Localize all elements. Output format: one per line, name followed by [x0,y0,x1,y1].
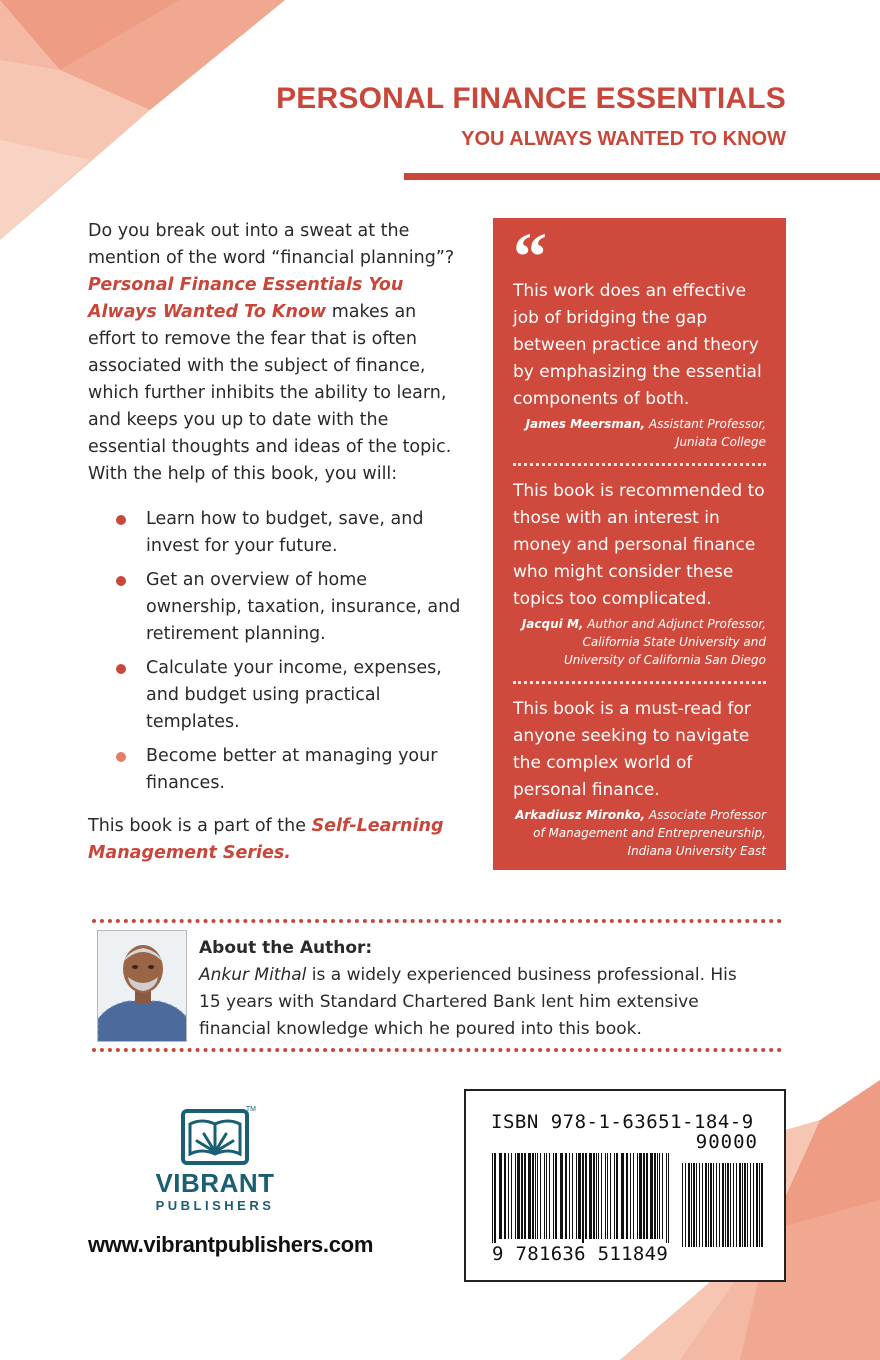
barcode-bar [511,1153,512,1239]
barcode-bar [744,1163,746,1247]
testimonial-attribution: Jacqui M, Author and Adjunct Professor, California State University and University of California San Diego [521,617,766,667]
barcode-bar [759,1163,760,1247]
barcode-bar [546,1153,547,1239]
barcode-bar [742,1163,743,1247]
author-section [199,935,759,1043]
barcode-bar [553,1153,554,1239]
series-name: Self-Learning Management Series. [88,816,444,863]
barcode-bar [593,1153,595,1239]
barcode-bar [537,1153,538,1239]
testimonial-text: This book is recommended to those with an interest in money and personal finance who might consider these topics too complicated. [513,481,765,609]
barcode-bar [616,1153,618,1239]
intro-body: makes an effort to remove the fear that is often associated with the subject of finance, which further inhibits the ability to learn, and keeps you up to date with the essential thoughts and ideas of the topic. With the help of this book, you will: [88,302,452,484]
list-item: Calculate your income, expenses, and budget using practical templates. [88,655,468,736]
barcode-bar [630,1153,631,1239]
publisher-logo [150,1108,280,1213]
barcode-bar [565,1153,567,1239]
isbn-label: ISBN 978-1-63651-184-9 [491,1111,754,1133]
barcode-bar [607,1153,608,1239]
barcode-bar [727,1163,729,1247]
bullet-dot-icon [116,664,126,674]
barcode-bar [654,1153,656,1239]
barcode-bar [756,1163,758,1247]
barcode-bar [596,1153,597,1239]
barcode-bar [716,1163,717,1247]
book-icon [180,1106,256,1166]
barcode-bar [626,1153,628,1239]
barcode-bar [504,1153,506,1239]
publisher-name: VIBRANT [155,1168,275,1198]
isbn-barcode [464,1089,786,1282]
list-item: Become better at managing your finances. [88,743,468,797]
dotted-divider-bottom [92,1048,782,1052]
dotted-divider [513,463,766,466]
author-heading: About the Author: [199,938,373,958]
testimonials-box [493,218,786,870]
barcode-bar [761,1163,763,1247]
barcode-bar [637,1153,638,1239]
testimonial-attribution: James Meersman, Assistant Professor, Juniata College [525,417,766,449]
barcode-bar [535,1153,536,1239]
intro-section [88,218,468,867]
trademark-mark: TM [245,1106,256,1113]
barcode-bar [662,1153,663,1239]
barcode-bar [633,1153,634,1239]
barcode-bar [688,1163,690,1247]
barcode-bar [524,1153,526,1239]
barcode-bar [555,1153,557,1239]
price-code: 90000 [695,1131,758,1153]
benefits-list [88,506,468,797]
barcode-bar [699,1163,700,1247]
bullet-dot-icon [116,515,126,525]
intro-book-title: Personal Finance Essentials You Always Wanted To Know [88,275,404,322]
dotted-divider [513,681,766,684]
intro-paragraph [88,218,468,488]
testimonial-text: This work does an effective job of bridging the gap between practice and theory by emphasizing the essential components of both. [513,281,762,409]
barcode-bar [492,1153,493,1247]
barcode-bar [646,1153,648,1239]
barcode-bar [585,1153,587,1239]
barcode-bar [713,1163,714,1247]
barcode-bar [572,1153,573,1239]
barcode-bar [736,1163,737,1247]
barcode-bar [722,1163,724,1247]
dotted-divider-top [92,919,782,923]
book-subtitle: YOU ALWAYS WANTED TO KNOW [461,128,786,150]
barcode-bar [693,1163,695,1247]
testimonial-attribution: Arkadiusz Mironko, Associate Professor of Management and Entrepreneurship, Indiana University East [515,808,766,858]
barcode-bar [725,1163,726,1247]
barcode-bars [474,1151,778,1251]
barcode-bar [569,1153,570,1239]
barcode-bar [540,1153,541,1239]
barcode-bar [494,1153,496,1247]
publisher-subtitle: PUBLISHERS [155,1198,275,1213]
barcode-digits: 9 781636 511849 [492,1243,669,1265]
title-block [276,82,786,151]
series-prefix: This book is a part of the [88,816,306,836]
barcode-bar [621,1153,624,1239]
barcode-bar [710,1163,712,1247]
barcode-bar [753,1163,754,1247]
barcode-bar [719,1163,720,1247]
barcode-bar [499,1153,502,1239]
barcode-bar [601,1153,602,1239]
barcode-bar [708,1163,709,1247]
barcode-bar [682,1163,683,1247]
intro-lead: Do you break out into a sweat at the mention of the word “financial planning”? [88,221,455,268]
barcode-bar [659,1153,660,1239]
barcode-bar [578,1153,581,1239]
publisher-website: www.vibrantpublishers.com [88,1232,374,1257]
decorative-polygon-top-left [0,0,290,250]
barcode-bar [643,1153,645,1239]
barcode-bar [521,1153,523,1239]
author-name: Ankur Mithal [199,965,307,985]
author-bio: Ankur Mithal is a widely experienced business professional. His 15 years with Standard Chartered Bank lent him extensive financial knowledge which he poured into this book. [199,965,737,1039]
barcode-bar [666,1153,667,1247]
bullet-dot-icon [116,576,126,586]
quote-mark-icon: “ [513,218,547,294]
barcode-bar [639,1153,642,1239]
barcode-bar [549,1153,550,1239]
barcode-bar [532,1153,534,1239]
barcode-bar [750,1163,751,1247]
barcode-bar [739,1163,741,1247]
bullet-dot-icon [116,752,126,762]
barcode-bar [730,1163,731,1247]
barcode-bar [517,1153,520,1239]
barcode-bar [589,1153,592,1239]
list-item: Learn how to budget, save, and invest for your future. [88,506,468,560]
barcode-bar [702,1163,703,1247]
barcode-bar [605,1153,606,1239]
series-note [88,813,468,867]
author-photo [97,930,187,1042]
barcode-bar [610,1153,611,1239]
barcode-bar [733,1163,734,1247]
barcode-bar [614,1153,615,1239]
barcode-bar [576,1153,577,1239]
barcode-bar [705,1163,707,1247]
barcode-bar [508,1153,509,1239]
barcode-bar [650,1153,653,1239]
title-underline-bar [404,173,880,180]
barcode-bar [747,1163,748,1247]
barcode-bar [691,1163,692,1247]
barcode-bar [560,1153,563,1239]
barcode-bar [685,1163,686,1247]
barcode-bar [598,1153,599,1239]
book-title: PERSONAL FINANCE ESSENTIALS [276,82,786,115]
testimonial-text: This book is a must-read for anyone seeking to navigate the complex world of personal finance. [513,699,751,800]
barcode-bar [515,1153,516,1239]
barcode-bar [657,1153,658,1239]
barcode-bar [528,1153,531,1239]
barcode-bar [668,1153,669,1247]
barcode-bar [696,1163,697,1247]
list-item: Get an overview of home ownership, taxation, insurance, and retirement planning. [88,567,468,648]
barcode-bar [544,1153,545,1239]
barcode-bar [582,1153,584,1247]
